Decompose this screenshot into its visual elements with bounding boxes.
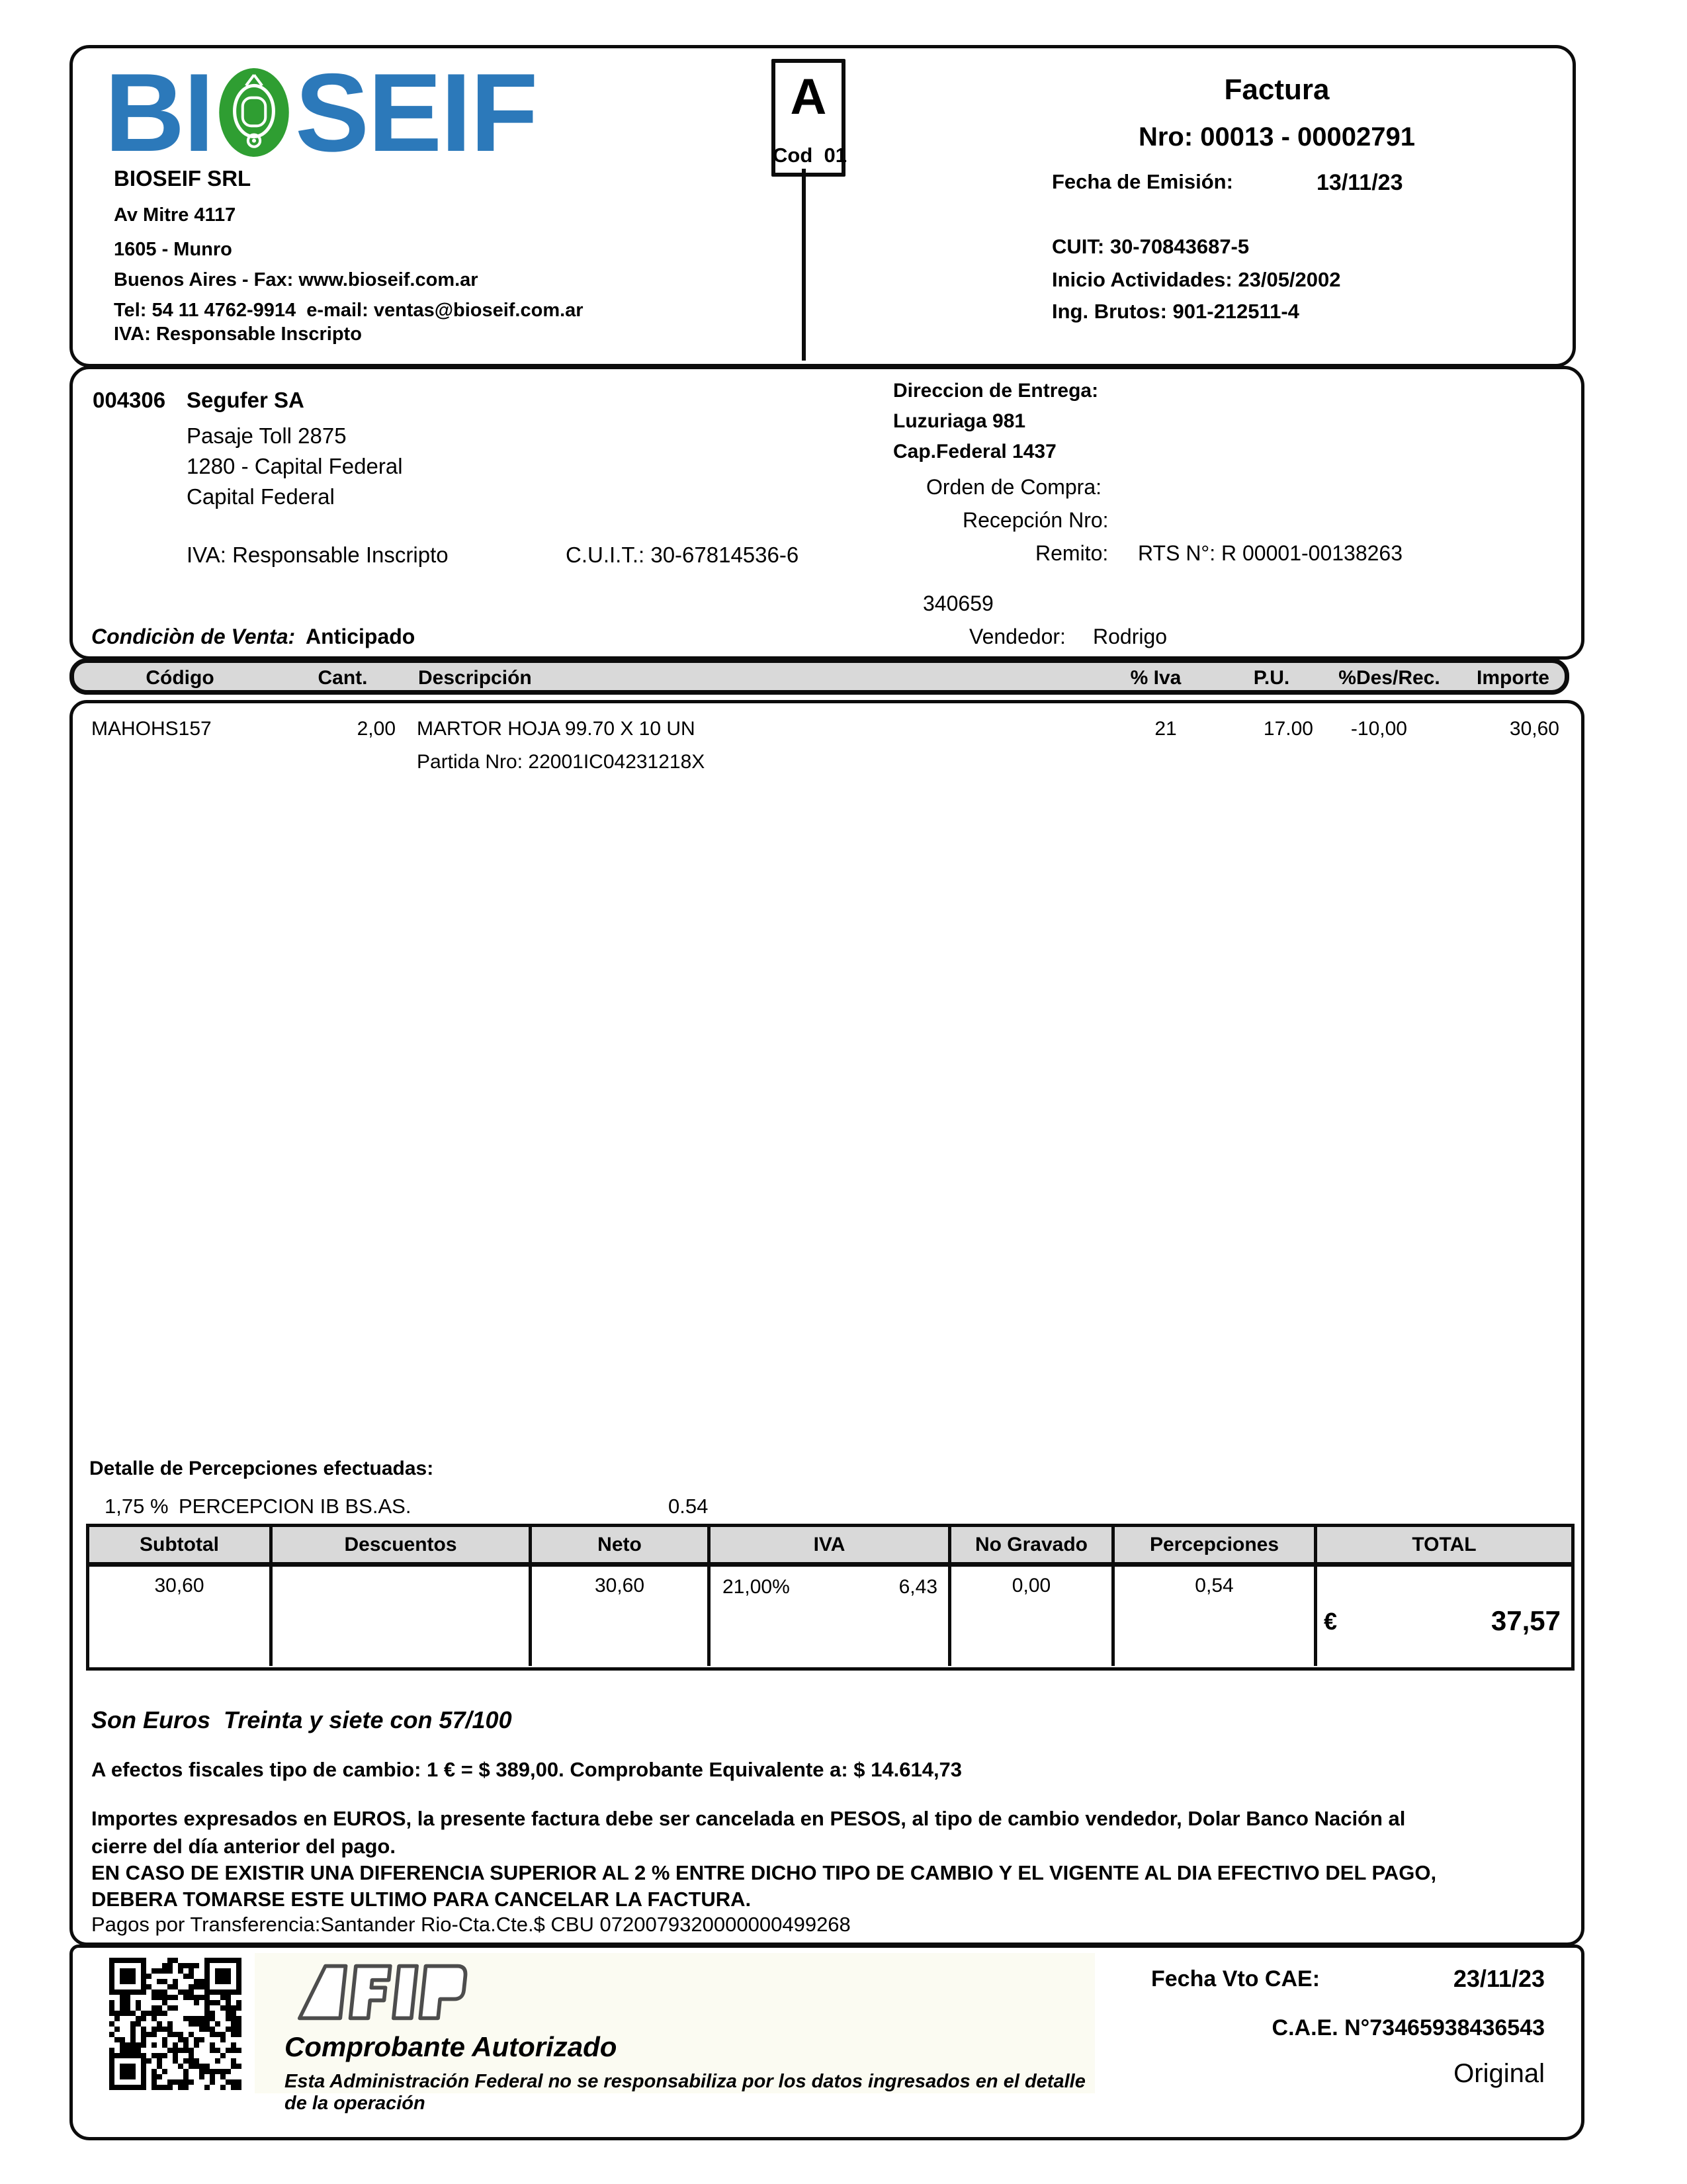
company-inicio-actividades: Inicio Actividades: 23/05/2002 xyxy=(1052,268,1341,291)
totals-iva-amt: 6,43 xyxy=(898,1576,937,1598)
item-qty: 2,00 xyxy=(357,718,396,740)
percepcion-name: PERCEPCION IB BS.AS. xyxy=(179,1495,411,1518)
invoice-number: Nro: 00013 - 00002791 xyxy=(1138,122,1416,152)
bank-transfer-note: Pagos por Transferencia:Santander Rio-Cta.Cte.$ CBU 0720079320000000499268 xyxy=(91,1913,851,1936)
condicion-venta-value: Anticipado xyxy=(306,625,415,648)
percepciones-title: Detalle de Percepciones efectuadas: xyxy=(89,1458,434,1479)
total-value: 37,57 xyxy=(1491,1605,1561,1636)
item-description: MARTOR HOJA 99.70 X 10 UN xyxy=(417,718,695,740)
totals-iva-cell xyxy=(711,1567,951,1666)
cae-due-label: Fecha Vto CAE: xyxy=(1151,1966,1320,1991)
customer-province: Capital Federal xyxy=(187,484,335,509)
amount-in-words: Son Euros Treinta y siete con 57/100 xyxy=(91,1706,512,1733)
items-table-header xyxy=(69,658,1569,695)
totals-subtotal-value: 30,60 xyxy=(89,1567,273,1666)
delivery-city: Cap.Federal 1437 xyxy=(893,441,1057,462)
totals-iva-pct: 21,00% xyxy=(722,1576,790,1598)
totals-header-neto: Neto xyxy=(532,1527,711,1567)
item-discount: -10,00 xyxy=(1350,718,1407,740)
company-tel-line: Tel: 54 11 4762-9914 e-mail: ventas@bioseif.com.ar xyxy=(114,300,584,321)
customer-name: Segufer SA xyxy=(187,388,304,412)
bioseif-logo xyxy=(105,50,537,175)
remito-value: RTS N°: R 00001-00138263 xyxy=(1138,541,1403,565)
logo-text-seif: SEIF xyxy=(295,50,537,175)
col-header-iva: % Iva xyxy=(1130,667,1182,689)
totals-header-subtotal: Subtotal xyxy=(89,1527,273,1567)
condicion-venta-label: Condiciòn de Venta: xyxy=(91,625,296,648)
customer-cuit: C.U.I.T.: 30-67814536-6 xyxy=(566,543,799,567)
totals-header-percepciones: Percepciones xyxy=(1115,1527,1317,1567)
invoice-letter: A xyxy=(790,69,827,125)
copy-type-label: Original xyxy=(1453,2059,1545,2088)
payment-note-line3: EN CASO DE EXISTIR UNA DIFERENCIA SUPERIOR AL 2 % ENTRE DICHO TIPO DE CAMBIO Y EL VIGENTE AL DIA EFECTIVO DEL PAGO, xyxy=(91,1861,1437,1884)
item-iva: 21 xyxy=(1154,718,1177,740)
vendedor-value: Rodrigo xyxy=(1093,625,1168,648)
item-unit-price: 17.00 xyxy=(1263,718,1313,740)
customer-city: 1280 - Capital Federal xyxy=(187,454,403,478)
col-header-descripcion: Descripción xyxy=(418,667,532,689)
qr-code xyxy=(109,1958,241,2090)
exchange-rate-note: A efectos fiscales tipo de cambio: 1 € = $ 389,00. Comprobante Equivalente a: $ 14.614,73 xyxy=(91,1758,963,1781)
gas-mask-icon xyxy=(217,66,291,159)
item-code: MAHOHS157 xyxy=(91,718,212,740)
company-iva-line: IVA: Responsable Inscripto xyxy=(114,324,362,345)
percepcion-amount: 0.54 xyxy=(668,1495,709,1518)
vendedor-label: Vendedor: xyxy=(969,625,1066,648)
totals-percepciones-value: 0,54 xyxy=(1115,1567,1317,1666)
totals-nogravado-value: 0,00 xyxy=(951,1567,1115,1666)
company-fax-line: Buenos Aires - Fax: www.bioseif.com.ar xyxy=(114,269,478,290)
totals-header-descuentos: Descuentos xyxy=(273,1527,532,1567)
emission-date-label: Fecha de Emisión: xyxy=(1052,170,1233,193)
company-ing-brutos: Ing. Brutos: 901-212511-4 xyxy=(1052,300,1299,323)
company-name: BIOSEIF SRL xyxy=(114,166,251,191)
customer-address: Pasaje Toll 2875 xyxy=(187,423,347,448)
customer-iva-condition: IVA: Responsable Inscripto xyxy=(187,543,449,567)
delivery-title: Direccion de Entrega: xyxy=(893,380,1099,402)
col-header-codigo: Código xyxy=(146,667,214,689)
recepcion-label: Recepción Nro: xyxy=(963,508,1109,532)
col-header-desrec: %Des/Rec. xyxy=(1338,667,1440,689)
company-address: Av Mitre 4117 xyxy=(114,204,236,226)
afip-authorized-title: Comprobante Autorizado xyxy=(284,2031,617,2062)
invoice-cod: Cod 01 xyxy=(773,144,847,167)
invoice-letter-box xyxy=(771,59,845,177)
customer-code: 004306 xyxy=(93,388,166,412)
company-city: 1605 - Munro xyxy=(114,239,232,260)
totals-table xyxy=(86,1524,1575,1671)
total-currency-symbol: € xyxy=(1324,1608,1338,1635)
orden-compra-label: Orden de Compra: xyxy=(926,475,1102,499)
header-divider-line xyxy=(802,169,806,361)
totals-header-iva: IVA xyxy=(711,1527,951,1567)
footer-section xyxy=(69,1944,1584,2140)
col-header-pu: P.U. xyxy=(1253,667,1290,689)
totals-neto-value: 30,60 xyxy=(532,1567,711,1666)
item-lot-number: Partida Nro: 22001IC04231218X xyxy=(417,751,705,773)
payment-note-line4: DEBERA TOMARSE ESTE ULTIMO PARA CANCELAR LA FACTURA. xyxy=(91,1888,752,1911)
header-section xyxy=(69,45,1576,367)
afip-disclaimer: Esta Administración Federal no se responsabiliza por los datos ingresados en el detalle de la operación xyxy=(284,2071,1086,2114)
totals-header-total: TOTAL xyxy=(1317,1527,1571,1567)
reference-number: 340659 xyxy=(923,591,994,615)
customer-section xyxy=(69,366,1584,660)
col-header-cant: Cant. xyxy=(318,667,368,689)
items-body-section xyxy=(69,700,1584,1946)
cae-due-date: 23/11/23 xyxy=(1453,1965,1545,1992)
totals-header-nogravado: No Gravado xyxy=(951,1527,1115,1567)
payment-note-line2: cierre del día anterior del pago. xyxy=(91,1835,396,1858)
company-cuit: CUIT: 30-70843687-5 xyxy=(1052,235,1250,258)
totals-total-cell xyxy=(1317,1567,1571,1666)
emission-date-value: 13/11/23 xyxy=(1317,170,1403,195)
remito-label: Remito: xyxy=(1035,541,1109,565)
invoice-type-title: Factura xyxy=(1224,73,1330,106)
cae-number: C.A.E. N°73465938436543 xyxy=(1272,2015,1545,2040)
payment-note-line1: Importes expresados en EUROS, la presente factura debe ser cancelada en PESOS, al tipo de cambio vendedor, Dolar Banco Nación al xyxy=(91,1807,1406,1830)
col-header-importe: Importe xyxy=(1476,667,1549,689)
logo-text-bi: BI xyxy=(105,50,213,175)
percepcion-rate: 1,75 % xyxy=(105,1495,169,1518)
delivery-address: Luzuriaga 981 xyxy=(893,410,1026,432)
afip-logo-icon xyxy=(284,1960,490,2027)
item-amount: 30,60 xyxy=(1509,718,1559,740)
totals-descuentos-value xyxy=(273,1567,532,1666)
